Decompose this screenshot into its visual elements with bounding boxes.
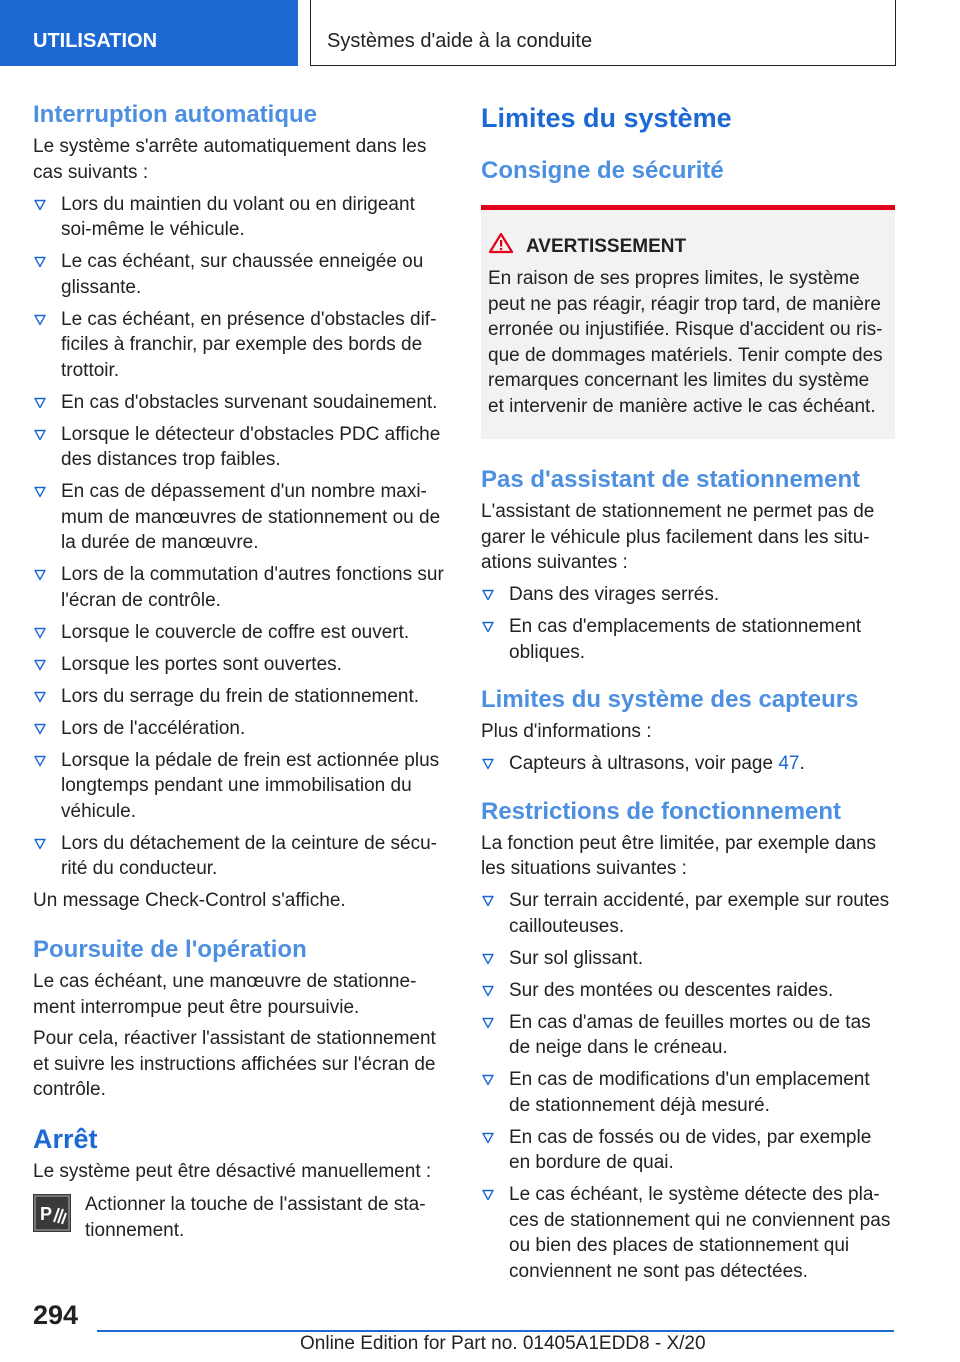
list-item-text: Sur des montées ou descentes raides. bbox=[509, 979, 834, 1001]
capteurs-item-end: . bbox=[799, 753, 805, 774]
list-item-text: Lorsque le couvercle de coffre est ouvert. bbox=[61, 621, 410, 643]
triangle-bullet-icon bbox=[34, 723, 46, 735]
list-item bbox=[33, 620, 448, 646]
triangle-bullet-icon bbox=[482, 1017, 494, 1029]
list-item-text: Lors du détachement de la ceinture de sécu-rité du conducteur. bbox=[61, 832, 438, 879]
triangle-bullet-icon bbox=[34, 569, 46, 581]
interruption-outro: Un message Check-Control s'affiche. bbox=[33, 889, 346, 911]
triangle-bullet-icon bbox=[34, 314, 46, 326]
list-item bbox=[481, 1067, 895, 1118]
arret-action-text: Actionner la touche de l'assistant de sta-tionnement. bbox=[85, 1194, 426, 1241]
warning-label: AVERTISSEMENT bbox=[526, 236, 687, 257]
list-item-text: Lorsque le détecteur d'obstacles PDC affiche des distances trop faibles. bbox=[61, 423, 441, 470]
heading-arret: Arrêt bbox=[33, 1123, 98, 1154]
interruption-list bbox=[33, 192, 448, 882]
list-item bbox=[33, 684, 448, 710]
warning-box bbox=[481, 205, 895, 439]
list-item-text: Lorsque la pédale de frein est actionnée plus longtemps pendant une immobilisation du véhicule. bbox=[61, 749, 440, 822]
heading-interruption: Interruption automatique bbox=[33, 101, 317, 128]
list-item-text: Lors du serrage du frein de stationnement. bbox=[61, 685, 420, 707]
list-item-text: Lors de l'accélération. bbox=[61, 717, 246, 739]
triangle-bullet-icon bbox=[34, 627, 46, 639]
triangle-bullet-icon bbox=[34, 838, 46, 850]
triangle-bullet-icon bbox=[34, 256, 46, 268]
triangle-bullet-icon bbox=[482, 985, 494, 997]
footer-rule bbox=[97, 1330, 894, 1332]
list-item bbox=[33, 249, 448, 300]
list-item bbox=[481, 1182, 895, 1284]
list-item bbox=[481, 1125, 895, 1176]
list-item bbox=[33, 422, 448, 473]
triangle-bullet-icon bbox=[482, 1132, 494, 1144]
list-item bbox=[481, 946, 895, 972]
heading-capteurs: Limites du système des capteurs bbox=[481, 686, 859, 713]
footer-edition: Online Edition for Part no. 01405A1EDD8 - X/20 bbox=[300, 1333, 706, 1354]
section-tab: UTILISATION bbox=[0, 0, 298, 66]
list-item bbox=[481, 751, 895, 777]
arret-p1: Le système peut être désactivé manuellement : bbox=[33, 1160, 432, 1182]
heading-consigne: Consigne de sécurité bbox=[481, 157, 724, 184]
list-item bbox=[481, 888, 895, 939]
list-item-text: En cas d'obstacles survenant soudainement. bbox=[61, 391, 438, 413]
triangle-bullet-icon bbox=[34, 659, 46, 671]
triangle-bullet-icon bbox=[482, 895, 494, 907]
list-item-text: En cas de fossés ou de vides, par exemple en bordure de quai. bbox=[509, 1126, 872, 1173]
list-item-text: Le cas échéant, sur chaussée enneigée ou glissante. bbox=[61, 251, 424, 298]
triangle-bullet-icon bbox=[34, 755, 46, 767]
chapter-title: Systèmes d'aide à la conduite bbox=[310, 0, 896, 66]
list-item-text: En cas de dépassement d'un nombre maxi-mum de manœuvres de stationnement ou de la durée de manœuvre. bbox=[61, 481, 441, 553]
page-header bbox=[0, 0, 960, 66]
interruption-intro: Le système s'arrête automatiquement dans les cas suivants : bbox=[33, 136, 427, 183]
heading-limites: Limites du système bbox=[481, 103, 732, 133]
list-item-text: Lorsque les portes sont ouvertes. bbox=[61, 653, 342, 675]
parking-assistant-button-icon bbox=[33, 1194, 71, 1232]
list-item-text: En cas d'amas de feuilles mortes ou de tas de neige dans le créneau. bbox=[509, 1011, 871, 1058]
list-item-text: Lors de la commutation d'autres fonctions sur l'écran de contrôle. bbox=[61, 564, 444, 611]
capteurs-item-text: Capteurs à ultrasons, voir page bbox=[509, 753, 779, 774]
restrictions-intro: La fonction peut être limitée, par exemple dans les situations suivantes : bbox=[481, 832, 877, 879]
capteurs-list bbox=[481, 751, 895, 777]
list-item bbox=[33, 479, 448, 556]
triangle-bullet-icon bbox=[482, 1074, 494, 1086]
triangle-bullet-icon bbox=[34, 691, 46, 703]
list-item bbox=[33, 192, 448, 243]
list-item bbox=[481, 1010, 895, 1061]
capteurs-intro: Plus d'informations : bbox=[481, 721, 652, 742]
triangle-bullet-icon bbox=[34, 486, 46, 498]
list-item bbox=[481, 978, 895, 1004]
warning-header bbox=[488, 232, 887, 261]
pas-assistant-list bbox=[481, 582, 895, 665]
list-item-text: Sur terrain accidenté, par exemple sur routes caillouteuses. bbox=[509, 890, 890, 937]
poursuite-p2: Pour cela, réactiver l'assistant de stationnement et suivre les instructions affichées sur l'écran de contrôle. bbox=[33, 1028, 436, 1100]
restrictions-list bbox=[481, 888, 895, 1284]
list-item bbox=[33, 562, 448, 613]
list-item bbox=[33, 307, 448, 384]
svg-text:P: P bbox=[40, 1204, 53, 1224]
list-item-text: Dans des virages serrés. bbox=[509, 584, 720, 605]
list-item bbox=[481, 614, 895, 665]
left-column bbox=[33, 100, 448, 1243]
list-item-text: En cas d'emplacements de stationnement obliques. bbox=[509, 616, 862, 663]
list-item bbox=[481, 582, 895, 608]
list-item-text: En cas de modifications d'un emplacement de stationnement déjà mesuré. bbox=[509, 1069, 870, 1116]
heading-poursuite: Poursuite de l'opération bbox=[33, 936, 307, 963]
list-item bbox=[33, 716, 448, 742]
list-item bbox=[33, 652, 448, 678]
list-item bbox=[33, 390, 448, 416]
triangle-bullet-icon bbox=[482, 953, 494, 965]
warning-triangle-icon bbox=[488, 232, 514, 261]
page-number: 294 bbox=[33, 1300, 79, 1330]
arret-action bbox=[33, 1192, 448, 1243]
triangle-bullet-icon bbox=[482, 1189, 494, 1201]
poursuite-p1: Le cas échéant, une manœuvre de stationne-ment interrompue peut être poursuivie. bbox=[33, 971, 417, 1018]
triangle-bullet-icon bbox=[34, 429, 46, 441]
list-item-text: Le cas échéant, en présence d'obstacles dif-ficiles à franchir, par exemple des bords de trottoir. bbox=[61, 308, 437, 381]
triangle-bullet-icon bbox=[482, 621, 494, 633]
pas-assistant-intro: L'assistant de stationnement ne permet pas de garer le véhicule plus facilement dans les situ-ations suivantes : bbox=[481, 501, 875, 573]
warning-text: En raison de ses propres limites, le système peut ne pas réagir, réagir trop tard, de manière erronée ou injustifiée. Risque d'accident ou ris-que de dommages matériels. Tenir compte des remarques concernant les limites du système et intervenir de manière active le cas échéant. bbox=[488, 268, 883, 417]
triangle-bullet-icon bbox=[34, 199, 46, 211]
page-link[interactable]: 47 bbox=[778, 753, 800, 774]
triangle-bullet-icon bbox=[482, 758, 494, 770]
heading-pas-assistant: Pas d'assistant de stationnement bbox=[481, 466, 861, 493]
list-item bbox=[33, 748, 448, 825]
heading-restrictions: Restrictions de fonctionnement bbox=[481, 797, 842, 825]
list-item-text: Sur sol glissant. bbox=[509, 947, 644, 969]
right-column bbox=[481, 100, 895, 1284]
triangle-bullet-icon bbox=[34, 397, 46, 409]
list-item-text: Le cas échéant, le système détecte des pla-ces de stationnement qui ne conviennent pas ou bien des places de stationnement qui conviennent ne sont pas détectées. bbox=[509, 1184, 891, 1282]
list-item-text: Lors du maintien du volant ou en dirigeant soi-même le véhicule. bbox=[61, 193, 415, 240]
list-item bbox=[33, 831, 448, 882]
triangle-bullet-icon bbox=[482, 589, 494, 601]
